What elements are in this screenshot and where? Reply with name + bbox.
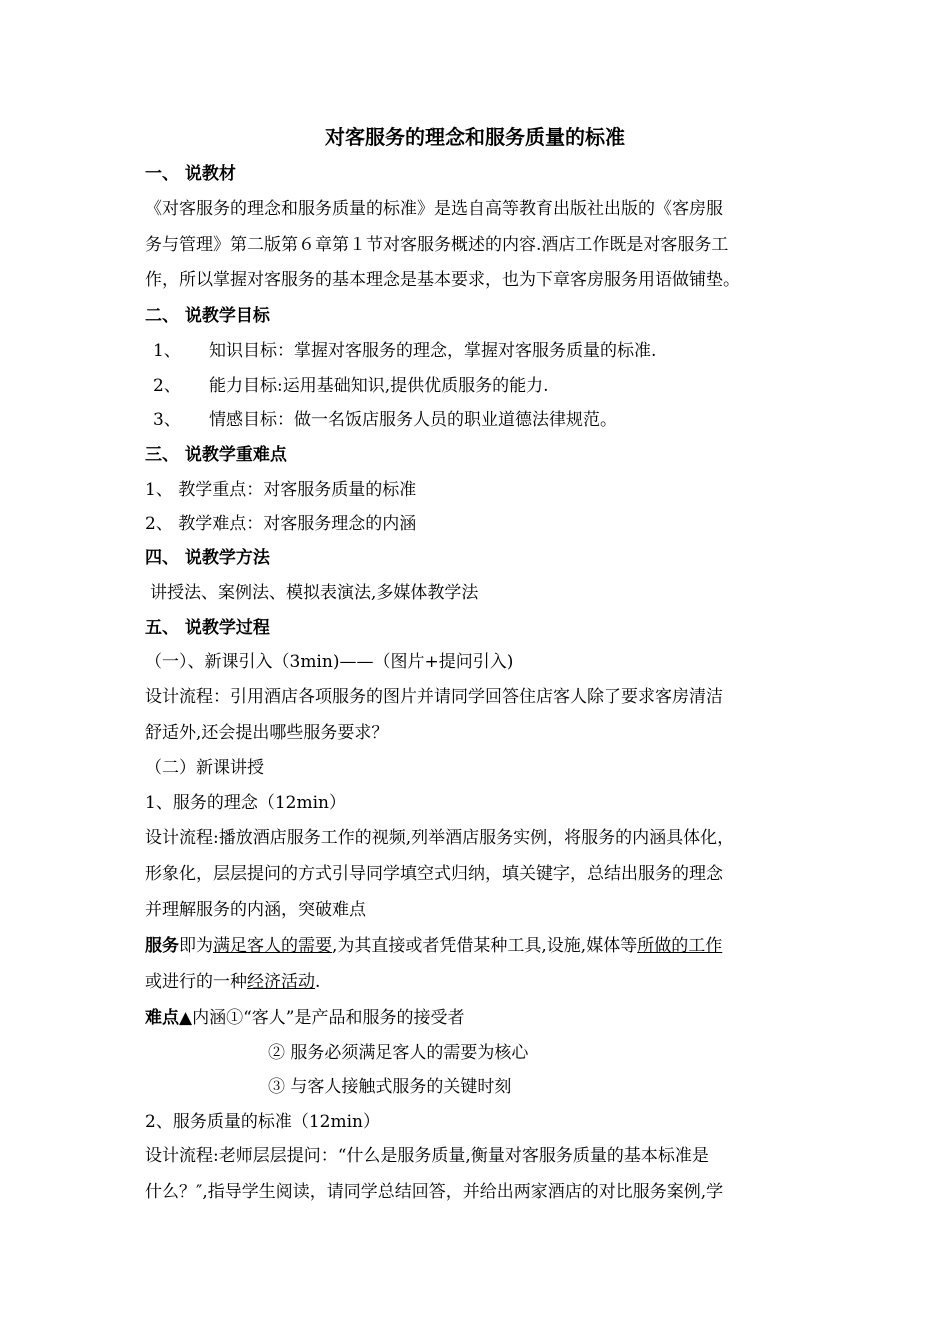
objective-item [145, 409, 617, 431]
service-definition-line [145, 935, 722, 957]
difficulty-lead: 内涵 [192, 1008, 227, 1028]
difficulty-label: 难点▲ [145, 1008, 193, 1028]
part1-title: 1、服务的理念（12min） [145, 793, 346, 813]
definition-text: 即为 [179, 936, 213, 956]
objective-text: 知识目标：掌握对客服务的理念，掌握对客服务质量的标准. [209, 341, 657, 361]
definition-underline: 经济活动 [247, 972, 315, 992]
objective-text: 能力目标:运用基础知识,提供优质服务的能力. [209, 376, 549, 396]
paragraph-line: 设计流程:播放酒店服务工作的视频,列举酒店服务实例，将服务的内涵具体化， [145, 828, 735, 848]
paragraph-line: 设计流程:老师层层提问：“什么是服务质量,衡量对客服务质量的基本标准是 [145, 1146, 709, 1166]
methods-text: 讲授法、案例法、模拟表演法,多媒体教学法 [150, 583, 479, 603]
section-heading-objectives: 二、 说教学目标 [145, 306, 270, 326]
definition-text: ,为其直接或者凭借某种工具,设施,媒体等 [332, 936, 638, 956]
objective-item [145, 375, 549, 397]
document-title: 对客服务的理念和服务质量的标准 [325, 125, 625, 149]
paragraph-line: 并理解服务的内涵，突破难点 [145, 900, 366, 920]
paragraph-line: 作，所以掌握对客服务的基本理念是基本要求，也为下章客房服务用语做铺垫。 [145, 270, 740, 290]
definition-text: 或进行的一种 [145, 972, 247, 992]
service-definition-line [145, 971, 320, 993]
objective-text: 情感目标：做一名饭店服务人员的职业道德法律规范。 [209, 410, 617, 430]
teaching-title: （二）新课讲授 [145, 758, 264, 778]
objective-number: 2、 [153, 376, 181, 396]
difficulty-item: ② 服务必须满足客人的需要为核心 [268, 1043, 529, 1063]
key-point-item: 1、 教学重点：对客服务质量的标准 [145, 480, 417, 500]
section-heading-process: 五、 说教学过程 [145, 618, 270, 638]
definition-term: 服务 [145, 936, 179, 956]
part2-title: 2、服务质量的标准（12min） [145, 1112, 380, 1132]
definition-underline: 所做的工作 [637, 936, 723, 956]
difficulty-item: ③ 与客人接触式服务的关键时刻 [268, 1077, 512, 1097]
section-heading-textbook: 一、 说教材 [145, 164, 236, 184]
difficulty-line [145, 1007, 464, 1029]
paragraph-line: 形象化，层层提问的方式引导同学填空式归纳，填关键字，总结出服务的理念 [145, 864, 723, 884]
objective-number: 1、 [153, 341, 181, 361]
definition-underline: 满足客人的需要 [213, 936, 332, 956]
definition-text: . [315, 972, 321, 992]
paragraph-line: 务与管理》第二版第６章第１节对客服务概述的内容.酒店工作既是对客服务工 [145, 235, 729, 255]
paragraph-line: 舒适外,还会提出哪些服务要求？ [145, 723, 389, 743]
objective-item [145, 340, 656, 362]
difficulty-item: ①“客人”是产品和服务的接受者 [226, 1008, 465, 1028]
section-heading-key-points: 三、 说教学重难点 [145, 445, 287, 465]
objective-number: 3、 [153, 410, 181, 430]
intro-title: （一）、新课引入（3min)——（图片+提问引入) [145, 652, 514, 672]
section-heading-methods: 四、 说教学方法 [145, 548, 270, 568]
paragraph-line: 《对客服务的理念和服务质量的标准》是选自高等教育出版社出版的《客房服 [145, 199, 723, 219]
paragraph-line: 什么？″,指导学生阅读，请同学总结回答，并给出两家酒店的对比服务案例,学 [145, 1182, 724, 1202]
key-point-item: 2、 教学难点：对客服务理念的内涵 [145, 514, 417, 534]
paragraph-line: 设计流程：引用酒店各项服务的图片并请同学回答住店客人除了要求客房清洁 [145, 687, 723, 707]
